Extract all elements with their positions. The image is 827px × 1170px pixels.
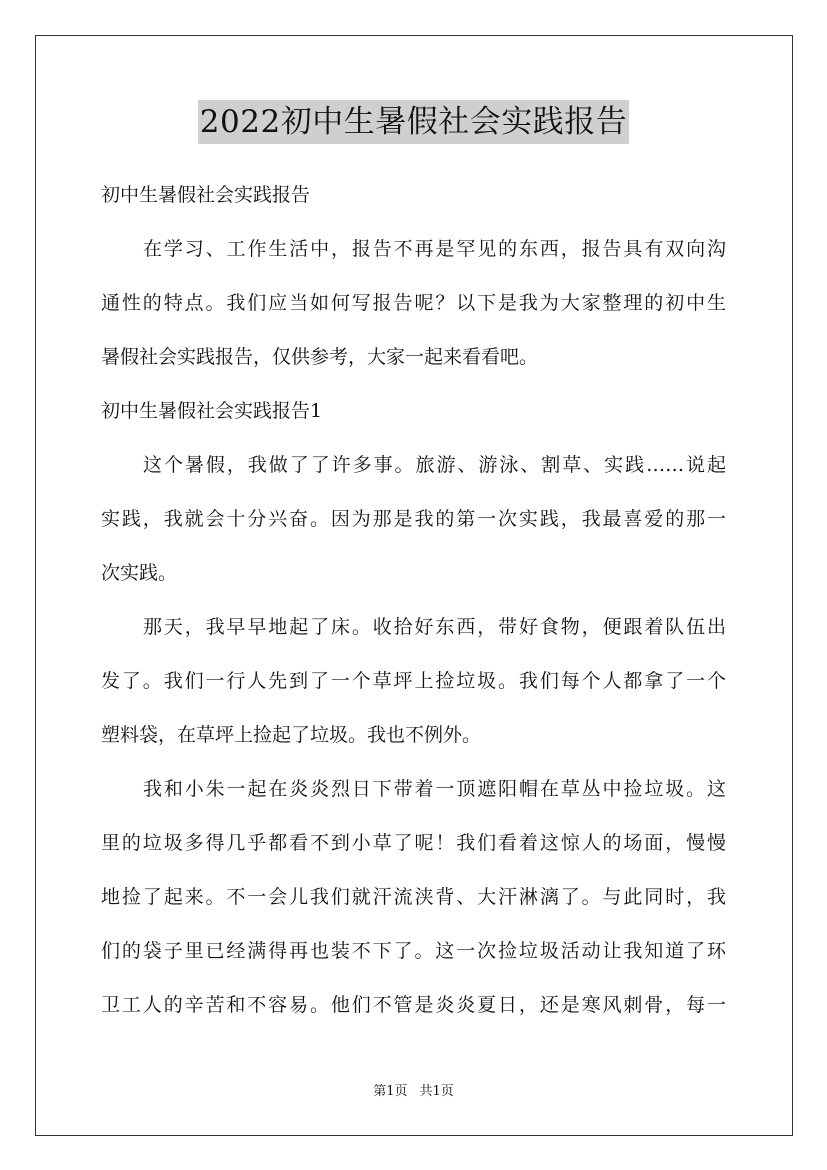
section-heading: 初中生暑假社会实践报告1 xyxy=(101,400,323,422)
page-footer xyxy=(0,1083,827,1101)
paragraph-line: 那天，我早早地起了床。收拾好东西，带好食物，便跟着队伍出 xyxy=(143,616,726,638)
document-title: 2022初中生暑假社会实践报告 xyxy=(198,100,629,144)
paragraph-line: 地捡了起来。不一会儿我们就汗流浃背、大汗淋漓了。与此同时，我 xyxy=(101,886,726,908)
paragraph-line: 里的垃圾多得几乎都看不到小草了呢！我们看着这惊人的场面，慢慢 xyxy=(101,832,726,854)
paragraph-line: 我和小朱一起在炎炎烈日下带着一顶遮阳帽在草丛中捡垃圾。这 xyxy=(143,778,726,800)
subtitle-line: 初中生暑假社会实践报告 xyxy=(101,184,311,206)
page-number: 第1页 xyxy=(373,1084,408,1099)
paragraph-line: 发了。我们一行人先到了一个草坪上捡垃圾。我们每个人都拿了一个 xyxy=(101,670,726,692)
paragraph-line: 通性的特点。我们应当如何写报告呢？以下是我为大家整理的初中生 xyxy=(101,292,726,314)
paragraph-line: 塑料袋，在草坪上捡起了垃圾。我也不例外。 xyxy=(101,724,482,746)
paragraph-line: 们的袋子里已经满得再也装不下了。这一次捡垃圾活动让我知道了环 xyxy=(101,940,726,962)
paragraph-line: 次实践。 xyxy=(101,562,178,584)
page-total: 共1页 xyxy=(419,1084,454,1099)
paragraph-line: 这个暑假，我做了了许多事。旅游、游泳、割草、实践……说起 xyxy=(143,454,726,476)
paragraph-line: 实践，我就会十分兴奋。因为那是我的第一次实践，我最喜爱的那一 xyxy=(101,508,726,530)
paragraph-line: 卫工人的辛苦和不容易。他们不管是炎炎夏日，还是寒风刺骨，每一 xyxy=(101,994,726,1016)
title-container xyxy=(0,100,827,144)
paragraph-line: 暑假社会实践报告，仅供参考，大家一起来看看吧。 xyxy=(101,346,539,368)
paragraph-line: 在学习、工作生活中，报告不再是罕见的东西，报告具有双向沟 xyxy=(143,238,726,260)
